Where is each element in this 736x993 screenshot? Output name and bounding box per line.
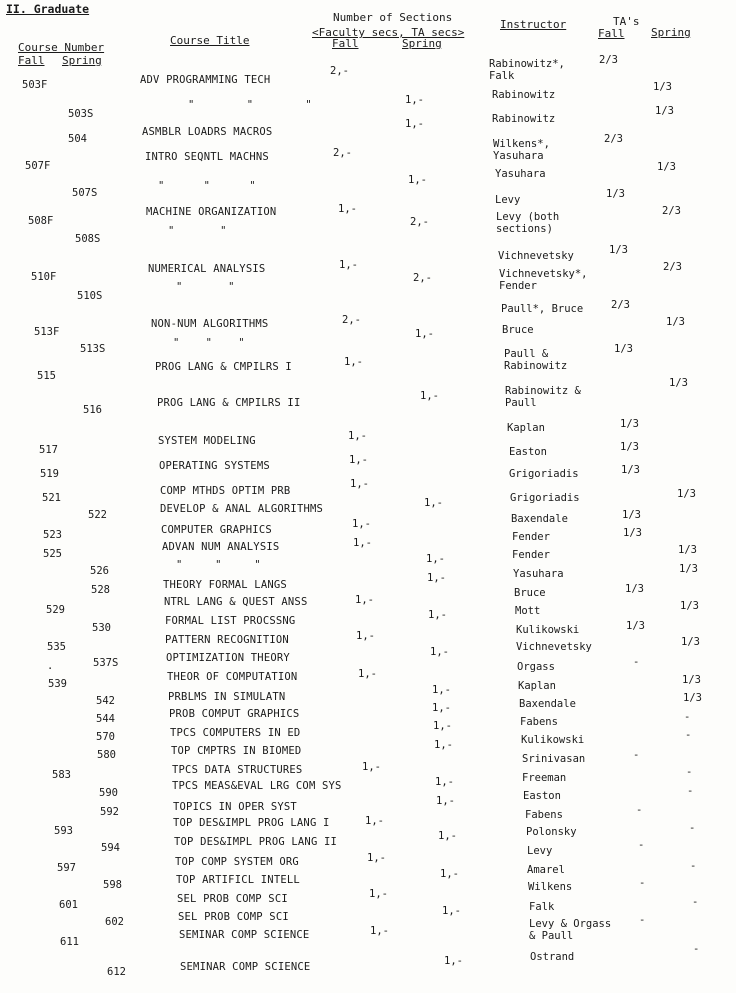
instructor: Baxendale (511, 513, 568, 525)
ta-spring: 1/3 (681, 636, 700, 648)
course-title: " " " (176, 559, 261, 571)
course-title: OPTIMIZATION THEORY (166, 652, 290, 664)
ta-fall: 1/3 (622, 509, 641, 521)
course-fall-number: 611 (60, 936, 79, 948)
instructor: Yasuhara (495, 168, 546, 180)
course-title: OPERATING SYSTEMS (159, 460, 270, 472)
course-fall-number: 503F (22, 79, 48, 91)
course-title: COMPUTER GRAPHICS (161, 524, 272, 536)
sections-spring: 2,- (410, 216, 429, 228)
instructor: Vichnevetsky*, Fender (499, 268, 588, 293)
course-fall-number: 601 (59, 899, 78, 911)
sections-spring: 1,- (436, 795, 455, 807)
course-title: ASMBLR LOADRS MACROS (142, 126, 273, 138)
instructor: Rabinowitz (492, 113, 556, 125)
ta-fall: - (638, 839, 645, 851)
header-fall: Fall (18, 54, 45, 67)
course-title: " " " (188, 99, 312, 111)
header-course-title: Course Title (170, 34, 250, 47)
course-title: TOP DES&IMPL PROG LANG I (173, 817, 330, 829)
instructor: Fabens (520, 716, 558, 728)
instructor: Rabinowitz & Paull (505, 385, 581, 410)
course-fall-number: 597 (57, 862, 76, 874)
ta-spring: - (684, 711, 691, 723)
course-title: TPCS COMPUTERS IN ED (170, 727, 301, 739)
course-fall-number: 504 (68, 133, 87, 145)
course-title: ADVAN NUM ANALYSIS (162, 541, 280, 553)
course-spring-number: 510S (77, 290, 103, 302)
ta-fall: 1/3 (606, 188, 625, 200)
course-title: MACHINE ORGANIZATION (146, 206, 277, 218)
course-title: TOP CMPTRS IN BIOMED (171, 745, 302, 757)
ta-fall: 2/3 (611, 299, 630, 311)
course-title: " " " (158, 180, 256, 192)
instructor: Levy (527, 845, 553, 857)
ta-spring: 1/3 (680, 600, 699, 612)
header-instructor: Instructor (500, 18, 567, 31)
sections-fall: 1,- (344, 356, 363, 368)
ta-spring: 1/3 (666, 316, 685, 328)
section-title: II. Graduate (6, 2, 90, 16)
sections-spring: 1,- (432, 684, 451, 696)
course-title: " " (176, 281, 235, 293)
course-title: PRBLMS IN SIMULATN (168, 691, 286, 703)
sections-spring: 1,- (408, 174, 427, 186)
instructor: Vichnevetsky (498, 250, 574, 262)
sections-fall: 1,- (355, 594, 374, 606)
instructor: Vichnevetsky (516, 641, 592, 653)
sections-fall: 1,- (369, 888, 388, 900)
ta-spring: 1/3 (653, 81, 672, 93)
course-fall-number: 521 (42, 492, 61, 504)
instructor: Grigoriadis (510, 492, 580, 504)
sections-spring: 1,- (428, 609, 447, 621)
header-sections-spring: Spring (402, 37, 442, 50)
ta-fall: 1/3 (614, 343, 633, 355)
course-spring-number: 580 (97, 749, 116, 761)
bullet-mark: . (47, 660, 54, 672)
sections-spring: 1,- (444, 955, 463, 967)
course-title: NON-NUM ALGORITHMS (151, 318, 269, 330)
sections-fall: 1,- (348, 430, 367, 442)
sections-spring: 1,- (434, 739, 453, 751)
course-fall-number: 508F (28, 215, 54, 227)
instructor: Rabinowitz (492, 89, 556, 101)
course-spring-number: 590 (99, 787, 118, 799)
sections-fall: 1,- (352, 518, 371, 530)
ta-fall: - (639, 877, 646, 889)
sections-fall: 2,- (330, 65, 349, 77)
course-title: SEL PROB COMP SCI (178, 911, 289, 923)
course-spring-number: 570 (96, 731, 115, 743)
instructor: Bruce (502, 324, 534, 336)
ta-fall: 2/3 (599, 54, 618, 66)
course-fall-number: 513F (34, 326, 60, 338)
instructor: Kaplan (518, 680, 556, 692)
course-title: SEL PROB COMP SCI (177, 893, 288, 905)
course-fall-number: 593 (54, 825, 73, 837)
course-title: " " (168, 225, 227, 237)
course-title: TOPICS IN OPER SYST (173, 801, 297, 813)
instructor: Bruce (514, 587, 546, 599)
sections-spring: 1,- (415, 328, 434, 340)
course-spring-number: 522 (88, 509, 107, 521)
ta-spring: 1/3 (655, 105, 674, 117)
sections-fall: 1,- (362, 761, 381, 773)
instructor: Rabinowitz*, Falk (489, 58, 565, 83)
sections-fall: 1,- (350, 478, 369, 490)
instructor: Orgass (517, 661, 555, 673)
course-title: SEMINAR COMP SCIENCE (180, 961, 311, 973)
instructor: Wilkens*, Yasuhara (493, 138, 550, 163)
instructor: Easton (509, 446, 547, 458)
course-title: SYSTEM MODELING (158, 435, 256, 447)
instructor: Wilkens (528, 881, 573, 893)
sections-spring: 1,- (426, 553, 445, 565)
course-fall-number: 519 (40, 468, 59, 480)
course-spring-number: 544 (96, 713, 115, 725)
ta-fall: - (633, 749, 640, 761)
instructor: Paull & Rabinowitz (504, 348, 568, 373)
instructor: Kulikowski (521, 734, 585, 746)
ta-spring: 1/3 (669, 377, 688, 389)
ta-fall: 1/3 (626, 620, 645, 632)
course-title: THEOR OF COMPUTATION (167, 671, 298, 683)
course-title: SEMINAR COMP SCIENCE (179, 929, 310, 941)
sections-spring: 1,- (432, 702, 451, 714)
sections-spring: 1,- (430, 646, 449, 658)
instructor: Levy (495, 194, 521, 206)
course-spring-number: 594 (101, 842, 120, 854)
course-fall-number: 507F (25, 160, 51, 172)
course-spring-number: 528 (91, 584, 110, 596)
ta-fall: 2/3 (604, 133, 623, 145)
course-title: NUMERICAL ANALYSIS (148, 263, 266, 275)
ta-fall: 1/3 (625, 583, 644, 595)
instructor: Polonsky (526, 826, 577, 838)
instructor: Fender (512, 531, 550, 543)
sections-fall: 2,- (333, 147, 352, 159)
course-spring-number: 507S (72, 187, 98, 199)
course-spring-number: 602 (105, 916, 124, 928)
sections-spring: 1,- (442, 905, 461, 917)
header-spring: Spring (62, 54, 102, 67)
course-title: THEORY FORMAL LANGS (163, 579, 287, 591)
instructor: Levy (both sections) (496, 211, 560, 236)
course-title: PROG LANG & CMPILRS II (157, 397, 301, 409)
course-fall-number: 539 (48, 678, 67, 690)
sections-spring: 2,- (413, 272, 432, 284)
instructor: Baxendale (519, 698, 576, 710)
ta-spring: 2/3 (663, 261, 682, 273)
sections-spring: 1,- (440, 868, 459, 880)
course-fall-number: 515 (37, 370, 56, 382)
ta-spring: - (685, 729, 692, 741)
course-title: TPCS MEAS&EVAL LRG COM SYS (172, 780, 342, 792)
course-title: PATTERN RECOGNITION (165, 634, 289, 646)
course-title: DEVELOP & ANAL ALGORITHMS (160, 503, 324, 515)
sections-fall: 1,- (349, 454, 368, 466)
course-title: NTRL LANG & QUEST ANSS (164, 596, 308, 608)
sections-spring: 1,- (420, 390, 439, 402)
course-fall-number: 525 (43, 548, 62, 560)
sections-fall: 1,- (338, 203, 357, 215)
course-fall-number: 583 (52, 769, 71, 781)
ta-fall: - (636, 804, 643, 816)
sections-spring: 1,- (438, 830, 457, 842)
instructor: Freeman (522, 772, 567, 784)
course-spring-number: 598 (103, 879, 122, 891)
ta-spring: - (690, 860, 697, 872)
ta-fall: 1/3 (621, 464, 640, 476)
instructor: Fabens (525, 809, 563, 821)
course-fall-number: 529 (46, 604, 65, 616)
sections-spring: 1,- (424, 497, 443, 509)
ta-spring: - (692, 896, 699, 908)
course-title: INTRO SEQNTL MACHNS (145, 151, 269, 163)
course-spring-number: 592 (100, 806, 119, 818)
course-title: " " " (173, 337, 245, 349)
course-spring-number: 612 (107, 966, 126, 978)
instructor: Kulikowski (516, 624, 580, 636)
course-title: TOP COMP SYSTEM ORG (175, 856, 299, 868)
course-spring-number: 526 (90, 565, 109, 577)
sections-fall: 1,- (339, 259, 358, 271)
course-title: ADV PROGRAMMING TECH (140, 74, 271, 86)
ta-spring: 2/3 (662, 205, 681, 217)
ta-spring: 1/3 (679, 563, 698, 575)
course-spring-number: 542 (96, 695, 115, 707)
sections-spring: 1,- (435, 776, 454, 788)
sections-spring: 1,- (405, 118, 424, 130)
instructor: Ostrand (530, 951, 575, 963)
course-title: PROG LANG & CMPILRS I (155, 361, 292, 373)
ta-spring: 1/3 (677, 488, 696, 500)
instructor: Grigoriadis (509, 468, 579, 480)
ta-fall: - (639, 914, 646, 926)
course-spring-number: 530 (92, 622, 111, 634)
course-spring-number: 516 (83, 404, 102, 416)
ta-fall: - (633, 656, 640, 668)
instructor: Kaplan (507, 422, 545, 434)
sections-spring: 1,- (405, 94, 424, 106)
course-title: COMP MTHDS OPTIM PRB (160, 485, 291, 497)
sections-fall: 1,- (358, 668, 377, 680)
ta-fall: 1/3 (623, 527, 642, 539)
course-spring-number: 508S (75, 233, 101, 245)
sections-spring: 1,- (433, 720, 452, 732)
course-fall-number: 523 (43, 529, 62, 541)
sections-fall: 1,- (356, 630, 375, 642)
header-sections-note: <Faculty secs, TA secs> (312, 26, 465, 39)
instructor: Falk (529, 901, 555, 913)
header-ta-fall: Fall (598, 27, 625, 40)
ta-fall: 1/3 (609, 244, 628, 256)
sections-fall: 1,- (365, 815, 384, 827)
ta-fall: 1/3 (620, 441, 639, 453)
ta-spring: - (686, 766, 693, 778)
ta-spring: 1/3 (682, 674, 701, 686)
course-title: TOP DES&IMPL PROG LANG II (174, 836, 338, 848)
sections-fall: 1,- (353, 537, 372, 549)
header-ta-spring: Spring (651, 26, 691, 39)
course-fall-number: 510F (31, 271, 57, 283)
instructor: Amarel (527, 864, 565, 876)
course-title: TPCS DATA STRUCTURES (172, 764, 303, 776)
header-course-number: Course Number (18, 41, 105, 54)
sections-fall: 2,- (342, 314, 361, 326)
ta-spring: - (687, 785, 694, 797)
sections-fall: 1,- (367, 852, 386, 864)
ta-fall: 1/3 (620, 418, 639, 430)
ta-spring: 1/3 (683, 692, 702, 704)
course-fall-number: 535 (47, 641, 66, 653)
instructor: Mott (515, 605, 541, 617)
course-title: FORMAL LIST PROCSSNG (165, 615, 296, 627)
course-fall-number: 517 (39, 444, 58, 456)
ta-spring: 1/3 (678, 544, 697, 556)
course-title: TOP ARTIFICL INTELL (176, 874, 300, 886)
course-spring-number: 513S (80, 343, 106, 355)
sections-fall: 1,- (370, 925, 389, 937)
header-sections-fall: Fall (332, 37, 359, 50)
instructor: Paull*, Bruce (501, 303, 584, 315)
course-title: PROB COMPUT GRAPHICS (169, 708, 300, 720)
course-spring-number: 503S (68, 108, 94, 120)
course-spring-number: 537S (93, 657, 119, 669)
sections-spring: 1,- (427, 572, 446, 584)
instructor: Srinivasan (522, 753, 586, 765)
instructor: Easton (523, 790, 561, 802)
ta-spring: - (693, 943, 700, 955)
instructor: Levy & Orgass & Paull (529, 918, 612, 943)
header-tas: TA's (613, 15, 640, 28)
instructor: Yasuhara (513, 568, 564, 580)
ta-spring: - (689, 822, 696, 834)
instructor: Fender (512, 549, 550, 561)
ta-spring: 1/3 (657, 161, 676, 173)
header-number-of-sections: Number of Sections (333, 11, 453, 24)
